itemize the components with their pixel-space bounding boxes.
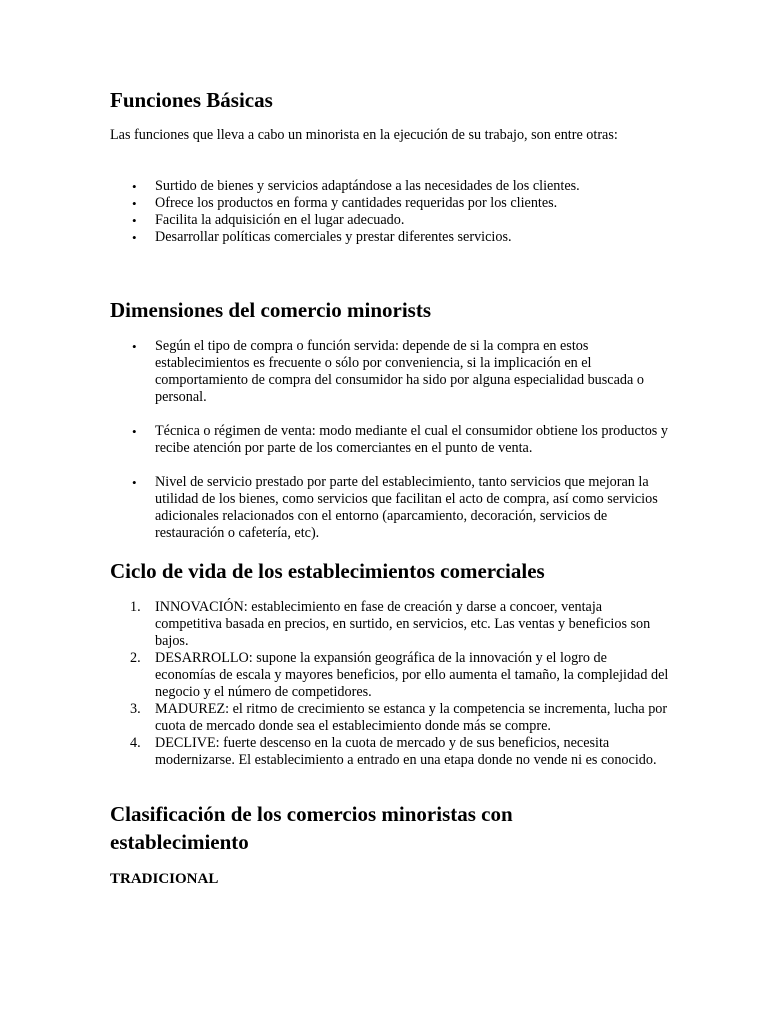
dimensiones-list — [110, 338, 670, 542]
bullet-icon: • — [132, 213, 137, 228]
list-item — [110, 338, 670, 406]
list-item-text: DECLIVE: fuerte descenso en la cuota de mercado y de sus beneficios, necesita modernizarse. El establecimiento a entrado en una etapa donde no vende ni es conocido. — [155, 735, 657, 768]
funciones-list — [110, 178, 670, 246]
list-item-text: MADUREZ: el ritmo de crecimiento se estanca y la competencia se incrementa, lucha por cuota de mercado donde sea el establecimiento donde más se compre. — [155, 701, 668, 734]
list-item-text: Desarrollar políticas comerciales y prestar diferentes servicios. — [155, 229, 512, 245]
list-number: 2. — [130, 650, 141, 666]
list-number: 4. — [130, 735, 141, 751]
list-number: 3. — [130, 701, 141, 717]
ciclo-list — [110, 599, 670, 769]
list-item — [110, 474, 670, 542]
list-item-text: Surtido de bienes y servicios adaptándose a las necesidades de los clientes. — [155, 178, 580, 194]
list-item-text: Nivel de servicio prestado por parte del establecimiento, tanto servicios que mejoran la utilidad de los bienes, como servicios que facilitan el acto de compra, así como servicios adicionales relacionados con el entorno (aparcamiento, decoración, servicios de restauración o cafetería, etc). — [155, 474, 658, 541]
list-item-text: Ofrece los productos en forma y cantidades requeridas por los clientes. — [155, 195, 558, 211]
list-item-text: Facilita la adquisición en el lugar adecuado. — [155, 212, 405, 228]
bullet-icon: • — [132, 196, 137, 211]
list-item — [110, 735, 670, 769]
bullet-icon: • — [132, 179, 137, 194]
list-number: 1. — [130, 599, 141, 615]
bullet-icon: • — [132, 339, 137, 354]
intro-paragraph: Las funciones que lleva a cabo un minorista en la ejecución de su trabajo, son entre otras: — [110, 127, 618, 143]
list-item — [110, 212, 670, 229]
list-item — [110, 650, 670, 701]
section-title-funciones-basicas: Funciones Básicas — [110, 88, 273, 112]
list-item-text: DESARROLLO: supone la expansión geográfica de la innovación y el logro de economías de escala y mayores beneficios, por ello aumenta el tamaño, la complejidad del negocio y el número de competidores. — [155, 650, 669, 700]
section-title-clasificacion: Clasificación de los comercios minoristas con establecimiento — [110, 802, 513, 854]
section-title-ciclo-de-vida: Ciclo de vida de los establecimientos comerciales — [110, 559, 545, 583]
section-title-dimensiones: Dimensiones del comercio minorists — [110, 298, 431, 322]
list-item — [110, 423, 670, 457]
bullet-icon: • — [132, 424, 137, 439]
list-item — [110, 229, 670, 246]
list-item — [110, 701, 670, 735]
bullet-icon: • — [132, 230, 137, 245]
list-item-text: Según el tipo de compra o función servida: depende de si la compra en estos establecimientos es frecuente o sólo por conveniencia, si la implicación en el comportamiento de compra del consumidor ha sido por alguna especialidad buscada o personal. — [155, 338, 644, 405]
list-item-text: INNOVACIÓN: establecimiento en fase de creación y darse a concoer, ventaja competitiva basada en precios, en surtido, en servicios, etc. Las ventas y beneficios son bajos. — [155, 599, 651, 649]
subheading-tradicional: TRADICIONAL — [110, 871, 219, 887]
bullet-icon: • — [132, 475, 137, 490]
list-item — [110, 178, 670, 195]
list-item — [110, 195, 670, 212]
list-item — [110, 599, 670, 650]
list-item-text: Técnica o régimen de venta: modo mediante el cual el consumidor obtiene los productos y recibe atención por parte de los comerciantes en el punto de venta. — [155, 423, 668, 456]
